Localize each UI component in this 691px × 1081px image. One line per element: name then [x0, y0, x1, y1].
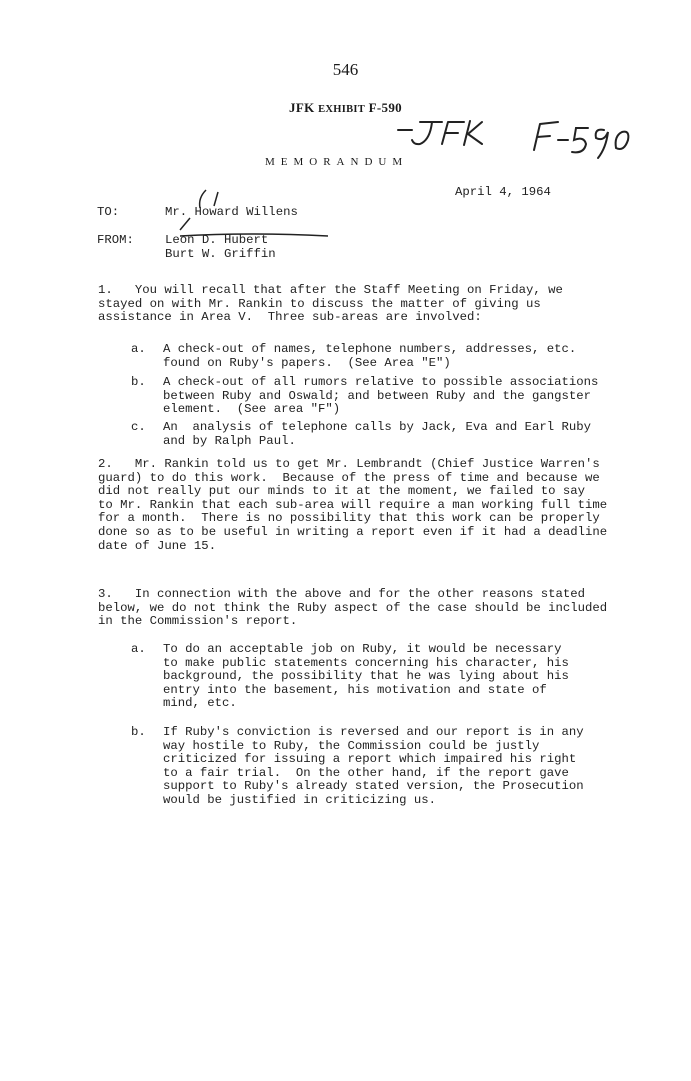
from-senders [165, 234, 276, 261]
paragraph-2 [98, 458, 607, 553]
to-label: TO: [97, 205, 120, 219]
text-line: for a month. There is no possibility that this work can be properly [98, 511, 600, 526]
text-line: 1. You will recall that after the Staff Meeting on Friday, we [98, 283, 563, 297]
item-label: b. [131, 375, 146, 389]
text-line: guard) to do this work. Because of the press of time and because we [98, 470, 600, 485]
paragraph-1c [163, 421, 591, 448]
to-recipient: Mr. Howard Willens [165, 205, 298, 219]
text-line: element. (See area "F") [163, 402, 341, 417]
text-line: between Ruby and Oswald; and between Ruby and the gangster [163, 388, 592, 403]
text-line: An analysis of telephone calls by Jack, Eva and Earl Ruby [163, 420, 592, 434]
text-line: 2. Mr. Rankin told us to get Mr. Lembrandt (Chief Justice Warren's [98, 457, 600, 471]
item-label: a. [131, 342, 146, 356]
item-label: c. [131, 420, 146, 434]
text-line: 3. In connection with the above and for the other reasons stated [98, 587, 586, 601]
paragraph-3a [163, 643, 569, 711]
text-line: If Ruby's conviction is reversed and our report is in any [163, 725, 584, 739]
text-line: background, the possibility that he was lying about his [163, 669, 569, 684]
text-line: to make public statements concerning his character, his [163, 655, 569, 670]
text-line: To do an acceptable job on Ruby, it would be necessary [163, 642, 562, 656]
exhibit-word: EXHIBIT [318, 104, 366, 115]
sender-name: Leon D. Hubert [165, 233, 269, 247]
text-line: done so as to be useful in writing a report even if it had a deadline [98, 524, 608, 539]
page-number: 546 [332, 60, 359, 79]
text-line: support to Ruby's already stated version, the Prosecution [163, 779, 584, 794]
paragraph-1 [98, 284, 563, 325]
text-line: stayed on with Mr. Rankin to discuss the matter of giving us [98, 296, 541, 311]
paragraph-3b [163, 726, 584, 808]
paragraph-1a [163, 343, 576, 370]
text-line: entry into the basement, his motivation and state of [163, 682, 547, 697]
text-line: mind, etc. [163, 696, 237, 711]
text-line: in the Commission's report. [98, 614, 298, 629]
memo-title: MEMORANDUM [265, 156, 409, 168]
text-line: did not really put our minds to it at the moment, we failed to say [98, 484, 586, 499]
text-line: way hostile to Ruby, the Commission could be justly [163, 738, 540, 753]
text-line: assistance in Area V. Three sub-areas are involved: [98, 310, 482, 325]
text-line: criticized for issuing a report which impaired his right [163, 752, 577, 767]
memo-date: April 4, 1964 [455, 185, 551, 199]
paragraph-1b [163, 376, 598, 417]
exhibit-heading [0, 100, 691, 116]
item-label: a. [131, 642, 146, 656]
exhibit-number: F-590 [365, 100, 402, 115]
handwritten-exhibit-mark [390, 118, 650, 168]
from-label: FROM: [97, 233, 134, 247]
text-line: would be justified in criticizing us. [163, 792, 437, 807]
sender-name: Burt W. Griffin [165, 246, 276, 261]
item-label: b. [131, 725, 146, 739]
paragraph-3 [98, 588, 607, 629]
text-line: A check-out of all rumors relative to possible associations [163, 375, 599, 389]
text-line: A check-out of names, telephone numbers, addresses, etc. [163, 342, 577, 356]
text-line: found on Ruby's papers. (See Area "E") [163, 355, 451, 370]
text-line: and by Ralph Paul. [163, 433, 296, 448]
text-line: to Mr. Rankin that each sub-area will require a man working full time [98, 497, 608, 512]
text-line: below, we do not think the Ruby aspect of the case should be included [98, 600, 608, 615]
text-line: date of June 15. [98, 538, 217, 553]
exhibit-prefix: JFK [289, 100, 319, 115]
text-line: to a fair trial. On the other hand, if the report gave [163, 765, 569, 780]
